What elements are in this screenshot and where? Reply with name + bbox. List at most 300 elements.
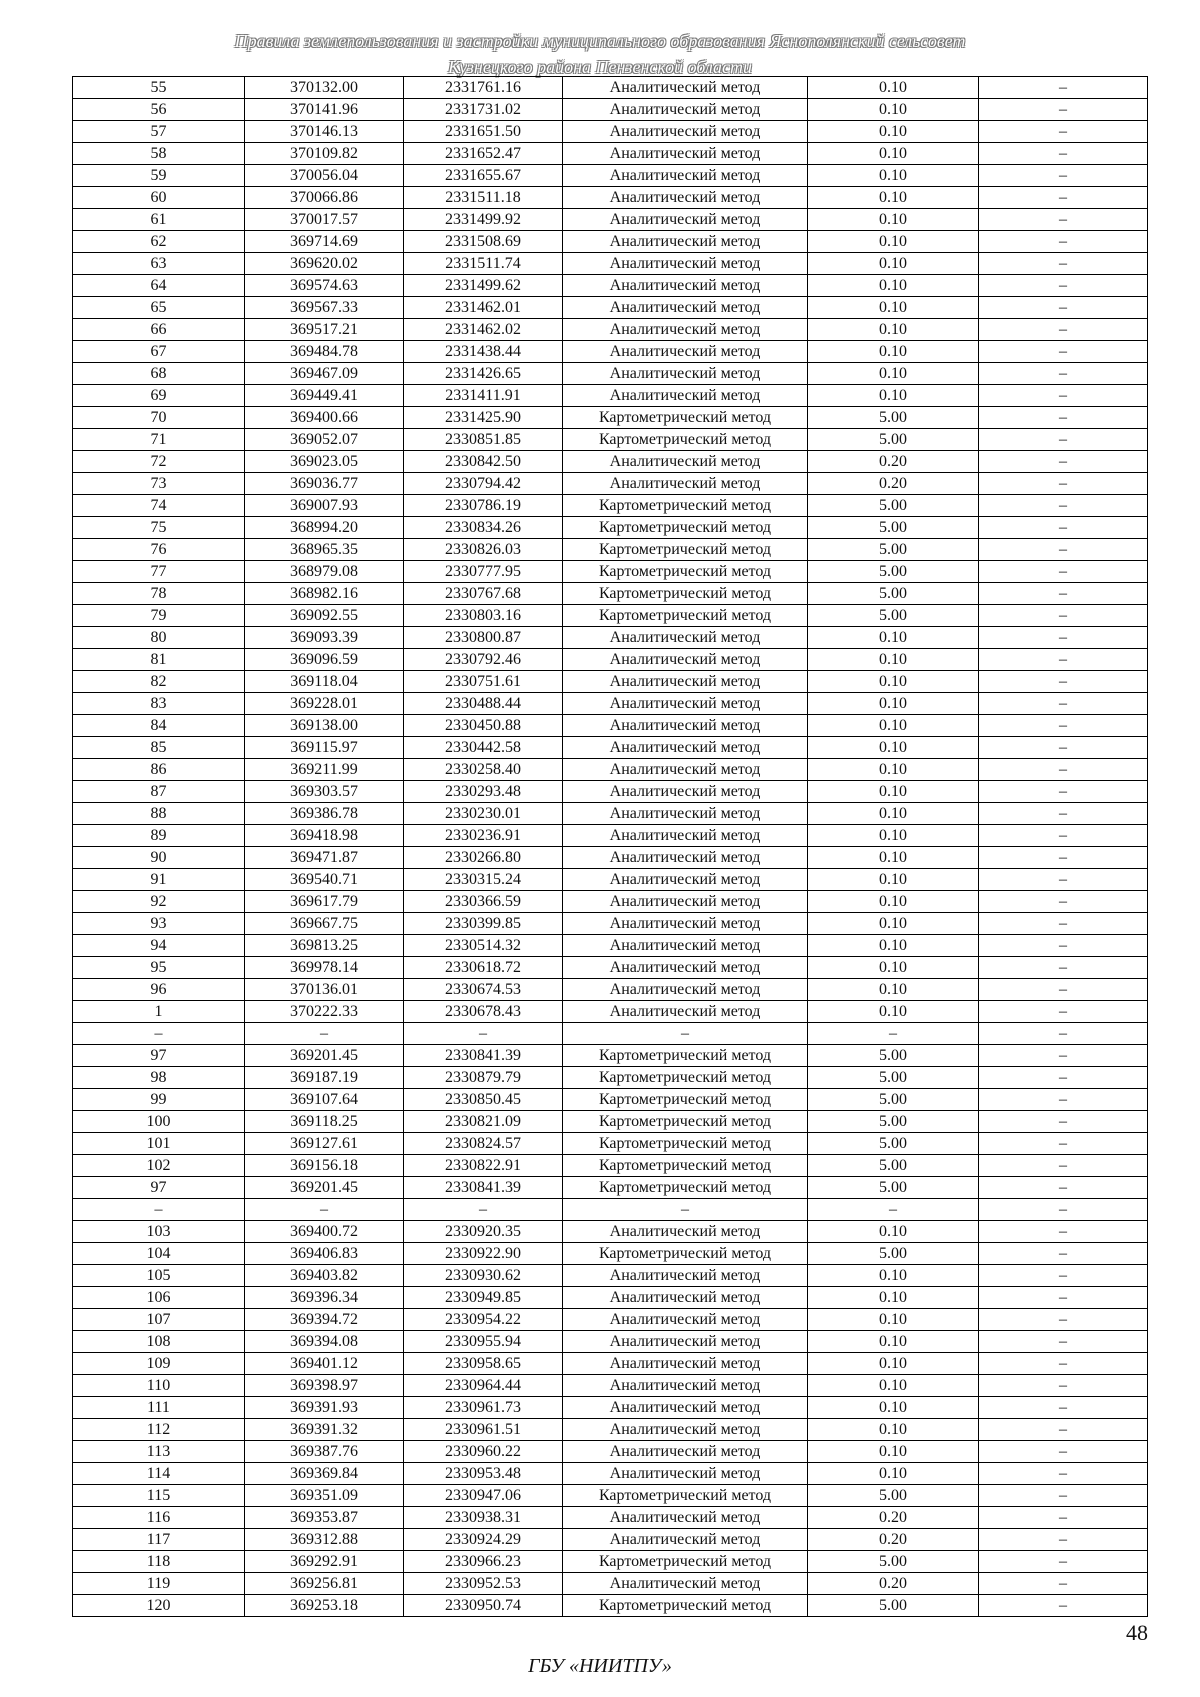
y-coordinate-cell: 2330960.22: [404, 1441, 563, 1463]
point-number-cell: 99: [73, 1089, 245, 1111]
description-cell: –: [979, 1353, 1148, 1375]
x-coordinate-cell: 369107.64: [245, 1089, 404, 1111]
table-row: [73, 1177, 1148, 1199]
x-coordinate-cell: 369398.97: [245, 1375, 404, 1397]
accuracy-cell: 5.00: [808, 1067, 979, 1089]
y-coordinate-cell: 2330930.62: [404, 1265, 563, 1287]
coordinates-table: [72, 76, 1148, 1617]
x-coordinate-cell: 369118.25: [245, 1111, 404, 1133]
accuracy-cell: 0.10: [808, 165, 979, 187]
method-cell: Аналитический метод: [563, 957, 808, 979]
x-coordinate-cell: 369036.77: [245, 473, 404, 495]
x-coordinate-cell: 369052.07: [245, 429, 404, 451]
point-number-cell: 68: [73, 363, 245, 385]
method-cell: Аналитический метод: [563, 979, 808, 1001]
description-cell: –: [979, 1529, 1148, 1551]
x-coordinate-cell: 369201.45: [245, 1045, 404, 1067]
description-cell: –: [979, 165, 1148, 187]
description-cell: –: [979, 385, 1148, 407]
x-coordinate-cell: 369391.32: [245, 1419, 404, 1441]
point-number-cell: 85: [73, 737, 245, 759]
accuracy-cell: 0.10: [808, 121, 979, 143]
table-row: [73, 451, 1148, 473]
method-cell: Аналитический метод: [563, 803, 808, 825]
description-cell: –: [979, 1067, 1148, 1089]
method-cell: Аналитический метод: [563, 1353, 808, 1375]
x-coordinate-cell: 368994.20: [245, 517, 404, 539]
x-coordinate-cell: 369617.79: [245, 891, 404, 913]
description-cell: –: [979, 759, 1148, 781]
table-row: [73, 143, 1148, 165]
x-coordinate-cell: 369096.59: [245, 649, 404, 671]
point-number-cell: 65: [73, 297, 245, 319]
method-cell: Аналитический метод: [563, 1309, 808, 1331]
table-row: [73, 495, 1148, 517]
y-coordinate-cell: 2330821.09: [404, 1111, 563, 1133]
method-cell: Аналитический метод: [563, 1287, 808, 1309]
x-coordinate-cell: 369386.78: [245, 803, 404, 825]
y-coordinate-cell: 2330674.53: [404, 979, 563, 1001]
accuracy-cell: 0.10: [808, 693, 979, 715]
x-coordinate-cell: 369387.76: [245, 1441, 404, 1463]
description-cell: –: [979, 99, 1148, 121]
description-cell: –: [979, 891, 1148, 913]
description-cell: –: [979, 253, 1148, 275]
table-row: [73, 1067, 1148, 1089]
accuracy-cell: 5.00: [808, 1243, 979, 1265]
accuracy-cell: 0.10: [808, 363, 979, 385]
description-cell: –: [979, 209, 1148, 231]
point-number-cell: 61: [73, 209, 245, 231]
point-number-cell: 111: [73, 1397, 245, 1419]
table-row: [73, 1375, 1148, 1397]
method-cell: Картометрический метод: [563, 605, 808, 627]
x-coordinate-cell: –: [245, 1023, 404, 1045]
method-cell: Картометрический метод: [563, 1595, 808, 1617]
x-coordinate-cell: 370056.04: [245, 165, 404, 187]
table-row: [73, 627, 1148, 649]
method-cell: –: [563, 1199, 808, 1221]
x-coordinate-cell: 369007.93: [245, 495, 404, 517]
x-coordinate-cell: 369115.97: [245, 737, 404, 759]
accuracy-cell: 0.10: [808, 1265, 979, 1287]
method-cell: Картометрический метод: [563, 429, 808, 451]
y-coordinate-cell: 2330949.85: [404, 1287, 563, 1309]
method-cell: Аналитический метод: [563, 759, 808, 781]
method-cell: –: [563, 1023, 808, 1045]
point-number-cell: 117: [73, 1529, 245, 1551]
x-coordinate-cell: 369567.33: [245, 297, 404, 319]
point-number-cell: 77: [73, 561, 245, 583]
method-cell: Картометрический метод: [563, 407, 808, 429]
x-coordinate-cell: 369394.08: [245, 1331, 404, 1353]
y-coordinate-cell: 2330514.32: [404, 935, 563, 957]
y-coordinate-cell: 2330822.91: [404, 1155, 563, 1177]
point-number-cell: 110: [73, 1375, 245, 1397]
table-row: [73, 1133, 1148, 1155]
method-cell: Аналитический метод: [563, 1331, 808, 1353]
point-number-cell: 100: [73, 1111, 245, 1133]
table-row: [73, 605, 1148, 627]
table-row: [73, 297, 1148, 319]
point-number-cell: 113: [73, 1441, 245, 1463]
method-cell: Аналитический метод: [563, 671, 808, 693]
description-cell: –: [979, 77, 1148, 99]
point-number-cell: 82: [73, 671, 245, 693]
method-cell: Картометрический метод: [563, 1155, 808, 1177]
description-cell: –: [979, 869, 1148, 891]
method-cell: Аналитический метод: [563, 847, 808, 869]
description-cell: –: [979, 781, 1148, 803]
x-coordinate-cell: 369312.88: [245, 1529, 404, 1551]
description-cell: –: [979, 231, 1148, 253]
header-line-1: Правила землепользования и застройки муниципального образования Яснополянский сельсовет: [234, 31, 966, 51]
method-cell: Картометрический метод: [563, 1089, 808, 1111]
table-row: [73, 1155, 1148, 1177]
point-number-cell: 103: [73, 1221, 245, 1243]
description-cell: –: [979, 539, 1148, 561]
accuracy-cell: 0.10: [808, 1221, 979, 1243]
y-coordinate-cell: 2330826.03: [404, 539, 563, 561]
x-coordinate-cell: 369118.04: [245, 671, 404, 693]
method-cell: Аналитический метод: [563, 649, 808, 671]
point-number-cell: 88: [73, 803, 245, 825]
point-number-cell: 64: [73, 275, 245, 297]
method-cell: Аналитический метод: [563, 891, 808, 913]
y-coordinate-cell: 2330953.48: [404, 1463, 563, 1485]
description-cell: –: [979, 121, 1148, 143]
accuracy-cell: 0.10: [808, 1309, 979, 1331]
x-coordinate-cell: 370066.86: [245, 187, 404, 209]
point-number-cell: –: [73, 1023, 245, 1045]
method-cell: Аналитический метод: [563, 737, 808, 759]
description-cell: –: [979, 1551, 1148, 1573]
x-coordinate-cell: 370222.33: [245, 1001, 404, 1023]
y-coordinate-cell: 2330751.61: [404, 671, 563, 693]
accuracy-cell: 0.10: [808, 759, 979, 781]
y-coordinate-cell: 2330678.43: [404, 1001, 563, 1023]
point-number-cell: 62: [73, 231, 245, 253]
point-number-cell: 109: [73, 1353, 245, 1375]
accuracy-cell: 0.10: [808, 385, 979, 407]
method-cell: Аналитический метод: [563, 1463, 808, 1485]
table-row: [73, 1573, 1148, 1595]
x-coordinate-cell: 369620.02: [245, 253, 404, 275]
description-cell: –: [979, 1573, 1148, 1595]
table-row: [73, 803, 1148, 825]
point-number-cell: 106: [73, 1287, 245, 1309]
method-cell: Картометрический метод: [563, 517, 808, 539]
table-row: [73, 1485, 1148, 1507]
y-coordinate-cell: 2330851.85: [404, 429, 563, 451]
x-coordinate-cell: 370141.96: [245, 99, 404, 121]
point-number-cell: 105: [73, 1265, 245, 1287]
y-coordinate-cell: 2330920.35: [404, 1221, 563, 1243]
y-coordinate-cell: 2330850.45: [404, 1089, 563, 1111]
y-coordinate-cell: 2330803.16: [404, 605, 563, 627]
description-cell: –: [979, 1375, 1148, 1397]
accuracy-cell: 0.10: [808, 99, 979, 121]
y-coordinate-cell: 2330792.46: [404, 649, 563, 671]
method-cell: Аналитический метод: [563, 385, 808, 407]
accuracy-cell: 5.00: [808, 1155, 979, 1177]
table-row: [73, 737, 1148, 759]
table-row: [73, 121, 1148, 143]
table-row: [73, 649, 1148, 671]
y-coordinate-cell: 2330266.80: [404, 847, 563, 869]
y-coordinate-cell: 2330824.57: [404, 1133, 563, 1155]
description-cell: –: [979, 1199, 1148, 1221]
point-number-cell: 93: [73, 913, 245, 935]
x-coordinate-cell: 368965.35: [245, 539, 404, 561]
table-row: [73, 957, 1148, 979]
y-coordinate-cell: 2330961.51: [404, 1419, 563, 1441]
point-number-cell: 73: [73, 473, 245, 495]
y-coordinate-cell: 2330922.90: [404, 1243, 563, 1265]
table-row: [73, 1441, 1148, 1463]
point-number-cell: 75: [73, 517, 245, 539]
table-row: [73, 1529, 1148, 1551]
table-row: [73, 825, 1148, 847]
method-cell: Аналитический метод: [563, 121, 808, 143]
y-coordinate-cell: 2330450.88: [404, 715, 563, 737]
point-number-cell: 67: [73, 341, 245, 363]
table-row: [73, 99, 1148, 121]
x-coordinate-cell: 369292.91: [245, 1551, 404, 1573]
table-row: [73, 1045, 1148, 1067]
description-cell: –: [979, 143, 1148, 165]
point-number-cell: 60: [73, 187, 245, 209]
point-number-cell: 89: [73, 825, 245, 847]
y-coordinate-cell: –: [404, 1199, 563, 1221]
method-cell: Аналитический метод: [563, 473, 808, 495]
x-coordinate-cell: 369023.05: [245, 451, 404, 473]
method-cell: Аналитический метод: [563, 363, 808, 385]
point-number-cell: 112: [73, 1419, 245, 1441]
accuracy-cell: 5.00: [808, 517, 979, 539]
description-cell: –: [979, 1089, 1148, 1111]
point-number-cell: 91: [73, 869, 245, 891]
accuracy-cell: 0.10: [808, 781, 979, 803]
accuracy-cell: 5.00: [808, 429, 979, 451]
x-coordinate-cell: 370146.13: [245, 121, 404, 143]
description-cell: –: [979, 1111, 1148, 1133]
method-cell: Аналитический метод: [563, 1265, 808, 1287]
x-coordinate-cell: 369369.84: [245, 1463, 404, 1485]
point-number-cell: 120: [73, 1595, 245, 1617]
table-row: [73, 979, 1148, 1001]
description-cell: –: [979, 1463, 1148, 1485]
table-row: [73, 429, 1148, 451]
accuracy-cell: 5.00: [808, 561, 979, 583]
table-row: [73, 1221, 1148, 1243]
y-coordinate-cell: 2331438.44: [404, 341, 563, 363]
x-coordinate-cell: 368982.16: [245, 583, 404, 605]
table-row: [73, 253, 1148, 275]
accuracy-cell: 0.10: [808, 935, 979, 957]
y-coordinate-cell: 2330961.73: [404, 1397, 563, 1419]
accuracy-cell: 0.10: [808, 1397, 979, 1419]
y-coordinate-cell: 2330293.48: [404, 781, 563, 803]
method-cell: Картометрический метод: [563, 495, 808, 517]
y-coordinate-cell: 2330834.26: [404, 517, 563, 539]
method-cell: Аналитический метод: [563, 869, 808, 891]
description-cell: –: [979, 1133, 1148, 1155]
method-cell: Картометрический метод: [563, 539, 808, 561]
point-number-cell: 72: [73, 451, 245, 473]
method-cell: Аналитический метод: [563, 825, 808, 847]
description-cell: –: [979, 1243, 1148, 1265]
method-cell: Аналитический метод: [563, 187, 808, 209]
method-cell: Аналитический метод: [563, 1375, 808, 1397]
accuracy-cell: 0.10: [808, 847, 979, 869]
accuracy-cell: 0.10: [808, 77, 979, 99]
description-cell: –: [979, 363, 1148, 385]
point-number-cell: 58: [73, 143, 245, 165]
accuracy-cell: 5.00: [808, 1111, 979, 1133]
y-coordinate-cell: 2330794.42: [404, 473, 563, 495]
accuracy-cell: 0.10: [808, 253, 979, 275]
x-coordinate-cell: 370017.57: [245, 209, 404, 231]
x-coordinate-cell: 369228.01: [245, 693, 404, 715]
table-row: [73, 473, 1148, 495]
x-coordinate-cell: 369093.39: [245, 627, 404, 649]
accuracy-cell: 5.00: [808, 539, 979, 561]
table-row: [73, 319, 1148, 341]
accuracy-cell: 5.00: [808, 1595, 979, 1617]
accuracy-cell: 0.10: [808, 209, 979, 231]
accuracy-cell: 5.00: [808, 1551, 979, 1573]
point-number-cell: 119: [73, 1573, 245, 1595]
x-coordinate-cell: 369303.57: [245, 781, 404, 803]
point-number-cell: 1: [73, 1001, 245, 1023]
point-number-cell: 101: [73, 1133, 245, 1155]
description-cell: –: [979, 583, 1148, 605]
point-number-cell: 76: [73, 539, 245, 561]
table-row: [73, 1001, 1148, 1023]
point-number-cell: 86: [73, 759, 245, 781]
accuracy-cell: 0.10: [808, 143, 979, 165]
table-row: [73, 539, 1148, 561]
description-cell: –: [979, 407, 1148, 429]
accuracy-cell: 5.00: [808, 605, 979, 627]
accuracy-cell: 0.20: [808, 1529, 979, 1551]
description-cell: –: [979, 1309, 1148, 1331]
method-cell: Аналитический метод: [563, 781, 808, 803]
point-number-cell: 69: [73, 385, 245, 407]
description-cell: –: [979, 715, 1148, 737]
point-number-cell: 108: [73, 1331, 245, 1353]
point-number-cell: 74: [73, 495, 245, 517]
accuracy-cell: 0.10: [808, 671, 979, 693]
table-row: [73, 1265, 1148, 1287]
x-coordinate-cell: 369351.09: [245, 1485, 404, 1507]
table-row: [73, 913, 1148, 935]
accuracy-cell: 0.10: [808, 869, 979, 891]
method-cell: Аналитический метод: [563, 275, 808, 297]
y-coordinate-cell: 2331499.92: [404, 209, 563, 231]
method-cell: Картометрический метод: [563, 1067, 808, 1089]
method-cell: Аналитический метод: [563, 319, 808, 341]
y-coordinate-cell: 2330258.40: [404, 759, 563, 781]
accuracy-cell: 0.20: [808, 1573, 979, 1595]
table-row: [73, 385, 1148, 407]
x-coordinate-cell: 369406.83: [245, 1243, 404, 1265]
description-cell: –: [979, 803, 1148, 825]
description-cell: –: [979, 319, 1148, 341]
table-row: [73, 341, 1148, 363]
header-line-2: Кузнецкого района Пензенской области: [447, 57, 753, 77]
accuracy-cell: 0.10: [808, 275, 979, 297]
y-coordinate-cell: 2331462.01: [404, 297, 563, 319]
table-row: [73, 1243, 1148, 1265]
x-coordinate-cell: 369403.82: [245, 1265, 404, 1287]
x-coordinate-cell: 369353.87: [245, 1507, 404, 1529]
accuracy-cell: 0.10: [808, 825, 979, 847]
x-coordinate-cell: 369418.98: [245, 825, 404, 847]
description-cell: –: [979, 1001, 1148, 1023]
y-coordinate-cell: 2330954.22: [404, 1309, 563, 1331]
description-cell: –: [979, 847, 1148, 869]
description-cell: –: [979, 341, 1148, 363]
accuracy-cell: 0.10: [808, 649, 979, 671]
point-number-cell: 78: [73, 583, 245, 605]
table-row: [73, 671, 1148, 693]
x-coordinate-cell: 369156.18: [245, 1155, 404, 1177]
point-number-cell: 84: [73, 715, 245, 737]
table-row: [73, 1331, 1148, 1353]
y-coordinate-cell: 2330958.65: [404, 1353, 563, 1375]
description-cell: –: [979, 473, 1148, 495]
method-cell: Аналитический метод: [563, 627, 808, 649]
table-row: [73, 1089, 1148, 1111]
point-number-cell: 87: [73, 781, 245, 803]
table-row: [73, 77, 1148, 99]
accuracy-cell: 0.10: [808, 297, 979, 319]
description-cell: –: [979, 605, 1148, 627]
y-coordinate-cell: 2331426.65: [404, 363, 563, 385]
y-coordinate-cell: 2330442.58: [404, 737, 563, 759]
x-coordinate-cell: 369396.34: [245, 1287, 404, 1309]
point-number-cell: 71: [73, 429, 245, 451]
accuracy-cell: 0.10: [808, 1353, 979, 1375]
y-coordinate-cell: 2330777.95: [404, 561, 563, 583]
table-row: [73, 275, 1148, 297]
table-row: [73, 1397, 1148, 1419]
point-number-cell: 118: [73, 1551, 245, 1573]
y-coordinate-cell: 2330236.91: [404, 825, 563, 847]
accuracy-cell: 0.10: [808, 231, 979, 253]
x-coordinate-cell: 369092.55: [245, 605, 404, 627]
accuracy-cell: 5.00: [808, 1485, 979, 1507]
accuracy-cell: 0.20: [808, 1507, 979, 1529]
y-coordinate-cell: 2330315.24: [404, 869, 563, 891]
accuracy-cell: 0.10: [808, 627, 979, 649]
page-header: [0, 28, 1200, 80]
description-cell: –: [979, 1155, 1148, 1177]
y-coordinate-cell: 2330952.53: [404, 1573, 563, 1595]
y-coordinate-cell: 2330938.31: [404, 1507, 563, 1529]
method-cell: Картометрический метод: [563, 1551, 808, 1573]
point-number-cell: 114: [73, 1463, 245, 1485]
x-coordinate-cell: 369256.81: [245, 1573, 404, 1595]
point-number-cell: 66: [73, 319, 245, 341]
table-row: [73, 1111, 1148, 1133]
table-row: [73, 1023, 1148, 1045]
x-coordinate-cell: 370136.01: [245, 979, 404, 1001]
x-coordinate-cell: 369127.61: [245, 1133, 404, 1155]
y-coordinate-cell: 2330966.23: [404, 1551, 563, 1573]
